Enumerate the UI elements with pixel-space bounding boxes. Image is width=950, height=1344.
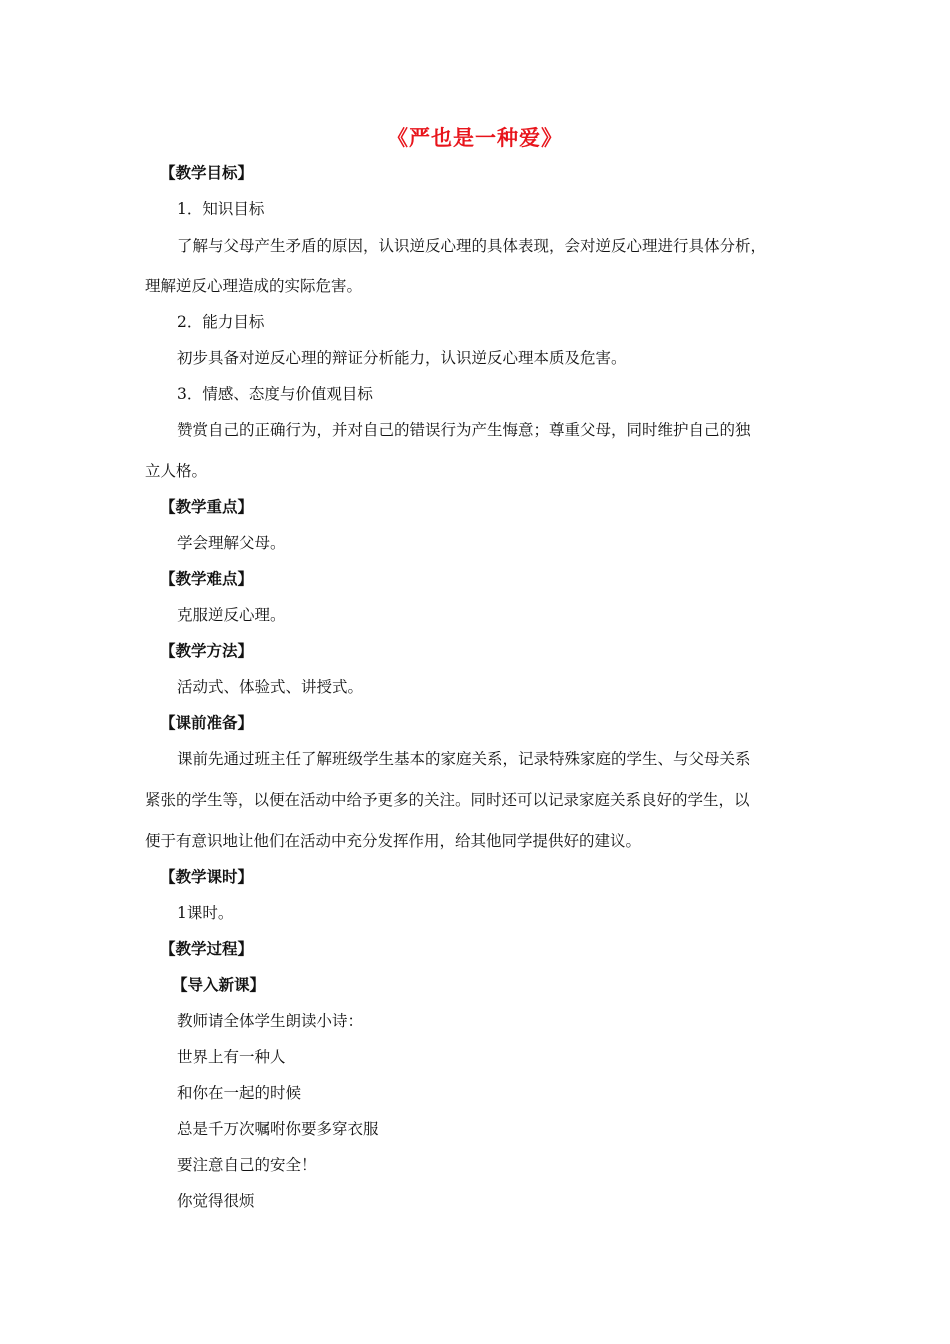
document-title: 《严也是一种爱》: [387, 126, 563, 150]
goal-1-text-line-2: 理解逆反心理造成的实际危害。: [145, 277, 363, 295]
goal-3-text-line-1: 赞赏自己的正确行为，并对自己的错误行为产生悔意；尊重父母，同时维护自己的独: [177, 421, 751, 439]
methods-heading: 【教学方法】: [160, 642, 254, 660]
goals-heading: 【教学目标】: [160, 164, 254, 182]
poem-line: 要注意自己的安全！: [177, 1156, 317, 1174]
preparation-heading: 【课前准备】: [160, 714, 254, 732]
difficulties-heading: 【教学难点】: [160, 570, 254, 588]
process-line: 教师请全体学生朗读小诗：: [177, 1012, 364, 1030]
duration-heading: 【教学课时】: [160, 868, 254, 886]
preparation-text-line-2: 紧张的学生等，以便在活动中给予更多的关注。同时还可以记录家庭关系良好的学生，以: [145, 791, 750, 809]
methods-text: 活动式、体验式、讲授式。: [177, 678, 364, 696]
duration-text: 1课时。: [177, 904, 234, 922]
goal-1-label: 1．知识目标: [177, 200, 265, 218]
intro-heading: 【导入新课】: [172, 976, 266, 994]
goal-1-text-line-1: 了解与父母产生矛盾的原因，认识逆反心理的具体表现，会对逆反心理进行具体分析，: [177, 237, 767, 255]
preparation-text-line-3: 便于有意识地让他们在活动中充分发挥作用，给其他同学提供好的建议。: [145, 832, 642, 850]
poem-line: 你觉得很烦: [177, 1192, 255, 1210]
difficulties-text: 克服逆反心理。: [177, 606, 286, 624]
goal-3-text-line-2: 立人格。: [145, 462, 208, 480]
poem-line: 总是千万次嘱咐你要多穿衣服: [177, 1120, 379, 1138]
preparation-text-line-1: 课前先通过班主任了解班级学生基本的家庭关系，记录特殊家庭的学生、与父母关系: [177, 750, 751, 768]
poem-line: 和你在一起的时候: [177, 1084, 302, 1102]
goal-2-text: 初步具备对逆反心理的辩证分析能力，认识逆反心理本质及危害。: [177, 349, 627, 367]
key-points-text: 学会理解父母。: [177, 534, 286, 552]
goal-2-label: 2．能力目标: [177, 313, 265, 331]
goal-3-label: 3．情感、态度与价值观目标: [177, 385, 373, 403]
process-heading: 【教学过程】: [160, 940, 254, 958]
key-points-heading: 【教学重点】: [160, 498, 254, 516]
poem-line: 世界上有一种人: [177, 1048, 286, 1066]
